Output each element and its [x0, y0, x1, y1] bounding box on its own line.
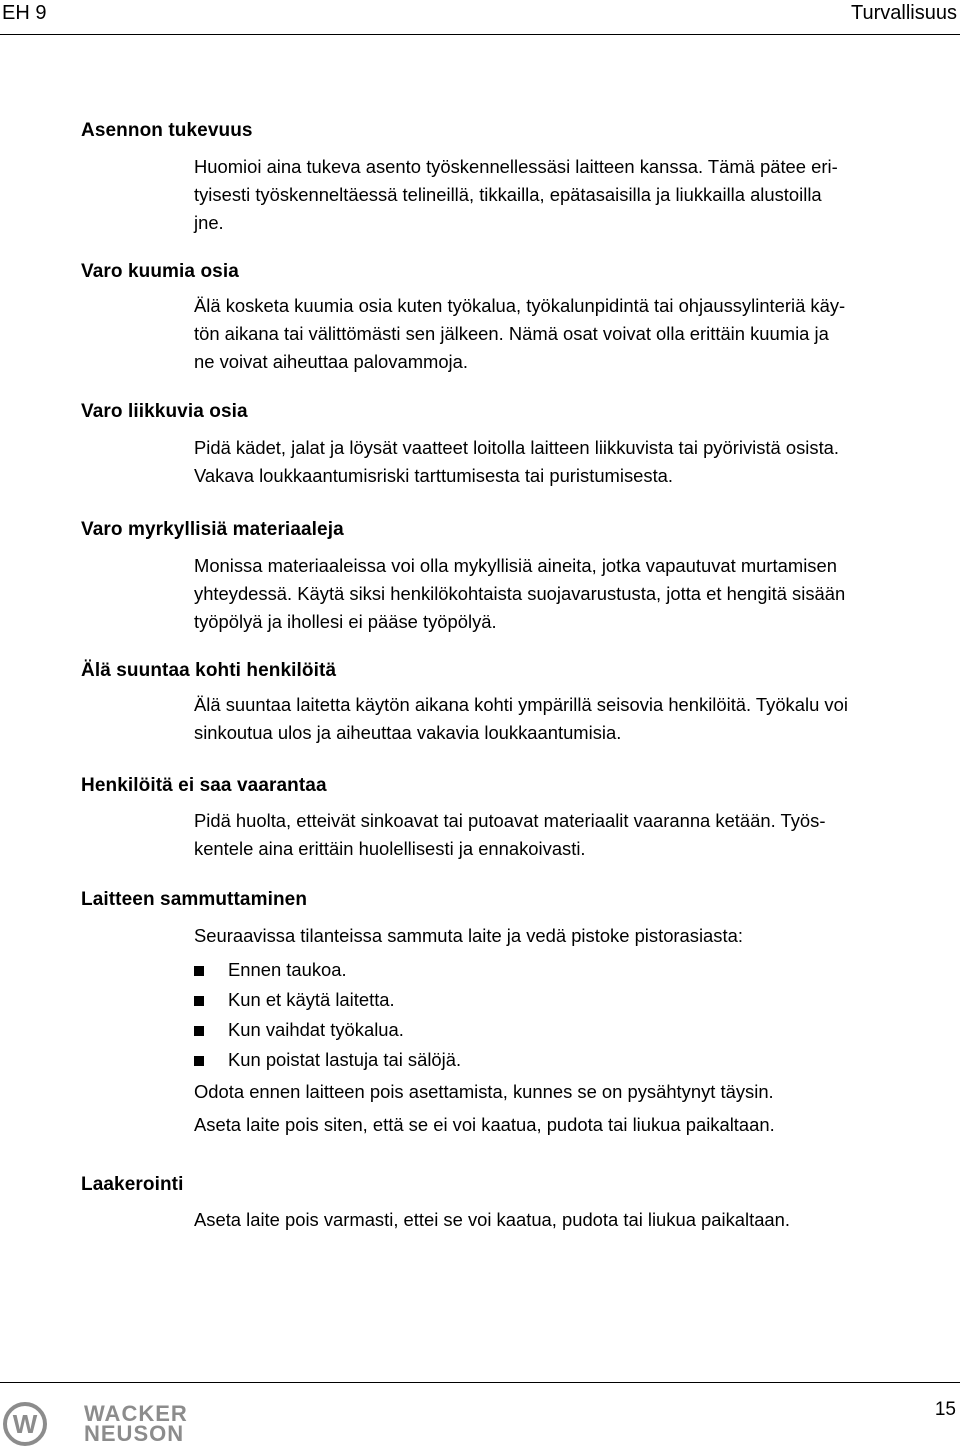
text-line: kentele aina erittäin huolellisesti ja ennakoivasti.	[194, 838, 586, 859]
text-line: Vakava loukkaantumisriski tarttumisesta tai puristumisesta.	[194, 465, 674, 486]
section-text	[194, 292, 956, 376]
section-text	[194, 807, 956, 863]
text-line: Älä kosketa kuumia osia kuten työkalua, työkalunpidintä tai ohjaussylinteriä käy-	[194, 295, 846, 316]
text-line: Huomioi aina tukeva asento työskennellessäsi laitteen kanssa. Tämä pätee eri-	[194, 156, 838, 177]
logo-line-1: WACKER	[84, 1401, 188, 1426]
section-text	[194, 153, 956, 237]
section-heading: Älä suuntaa kohti henkilöitä	[81, 660, 337, 681]
section-heading: Laakerointi	[81, 1174, 184, 1195]
text-line: sinkoutua ulos ja aiheuttaa vakavia loukkaantumisia.	[194, 722, 622, 743]
list-item: Ennen taukoa.	[194, 956, 956, 986]
text-line: tön aikana tai välittömästi sen jälkeen. Nämä osat voivat olla erittäin kuumia ja	[194, 323, 829, 344]
section-heading: Varo liikkuvia osia	[81, 401, 248, 422]
section-heading: Henkilöitä ei saa vaarantaa	[81, 775, 327, 796]
section-heading: Varo kuumia osia	[81, 261, 239, 282]
wacker-neuson-logo-icon	[3, 1402, 47, 1446]
text-line: Pidä kädet, jalat ja löysät vaatteet loitolla laitteen liikkuvista tai pyörivistä osista.	[194, 437, 840, 458]
text-line: Monissa materiaaleissa voi olla mykyllisiä aineita, jotka vapautuvat murtamisen	[194, 555, 837, 576]
section-heading: Asennon tukevuus	[81, 120, 253, 141]
page-number: 15	[934, 1399, 956, 1420]
text-line: Aseta laite pois siten, että se ei voi kaatua, pudota tai liukua paikaltaan.	[194, 1114, 775, 1135]
text-line: Pidä huolta, etteivät sinkoavat tai putoavat materiaalit vaaranna ketään. Työs-	[194, 810, 826, 831]
brand-logo	[84, 1401, 188, 1446]
section-heading: Varo myrkyllisiä materiaaleja	[81, 519, 344, 540]
text-line: jne.	[194, 212, 224, 233]
list-item: Kun poistat lastuja tai sälöjä.	[194, 1046, 956, 1076]
bullet-square-icon	[194, 1026, 204, 1036]
list-item: Kun et käytä laitetta.	[194, 986, 956, 1016]
section-text	[194, 1206, 956, 1234]
bullet-square-icon	[194, 966, 204, 976]
text-line: yhteydessä. Käytä siksi henkilökohtaista suojavarustusta, jotta et hengitä sisään	[194, 583, 846, 604]
header-rule	[0, 34, 960, 35]
bullet-list	[194, 956, 956, 1076]
text-line: tyisesti työskenneltäessä telineillä, tikkailla, epätasaisilla ja liukkailla alustoilla	[194, 184, 822, 205]
chapter-title: Turvallisuus	[851, 2, 957, 24]
page-footer	[0, 1382, 960, 1448]
text-line: Odota ennen laitteen pois asettamista, kunnes se on pysähtynyt täysin.	[194, 1081, 774, 1102]
bullet-square-icon	[194, 996, 204, 1006]
footer-rule	[0, 1382, 960, 1383]
section-text	[194, 552, 956, 636]
logo-mark: W	[12, 1409, 38, 1439]
section-text	[194, 922, 956, 1139]
intro-line: Seuraavissa tilanteissa sammuta laite ja vedä pistoke pistorasiasta:	[194, 925, 743, 946]
section-text	[194, 434, 956, 490]
section-heading: Laitteen sammuttaminen	[81, 889, 308, 910]
chapter-label: EH 9	[2, 2, 47, 24]
text-line: työpölyä ja ihollesi ei pääse työpölyä.	[194, 611, 497, 632]
list-item: Kun vaihdat työkalua.	[194, 1016, 956, 1046]
page-header	[0, 0, 960, 34]
text-line: Älä suuntaa laitetta käytön aikana kohti ympärillä seisovia henkilöitä. Työkalu voi	[194, 694, 848, 715]
bullet-square-icon	[194, 1056, 204, 1066]
text-line: ne voivat aiheuttaa palovammoja.	[194, 351, 468, 372]
logo-line-2: NEUSON	[84, 1421, 185, 1446]
text-line: Aseta laite pois varmasti, ettei se voi kaatua, pudota tai liukua paikaltaan.	[194, 1209, 790, 1230]
section-text	[194, 691, 956, 747]
